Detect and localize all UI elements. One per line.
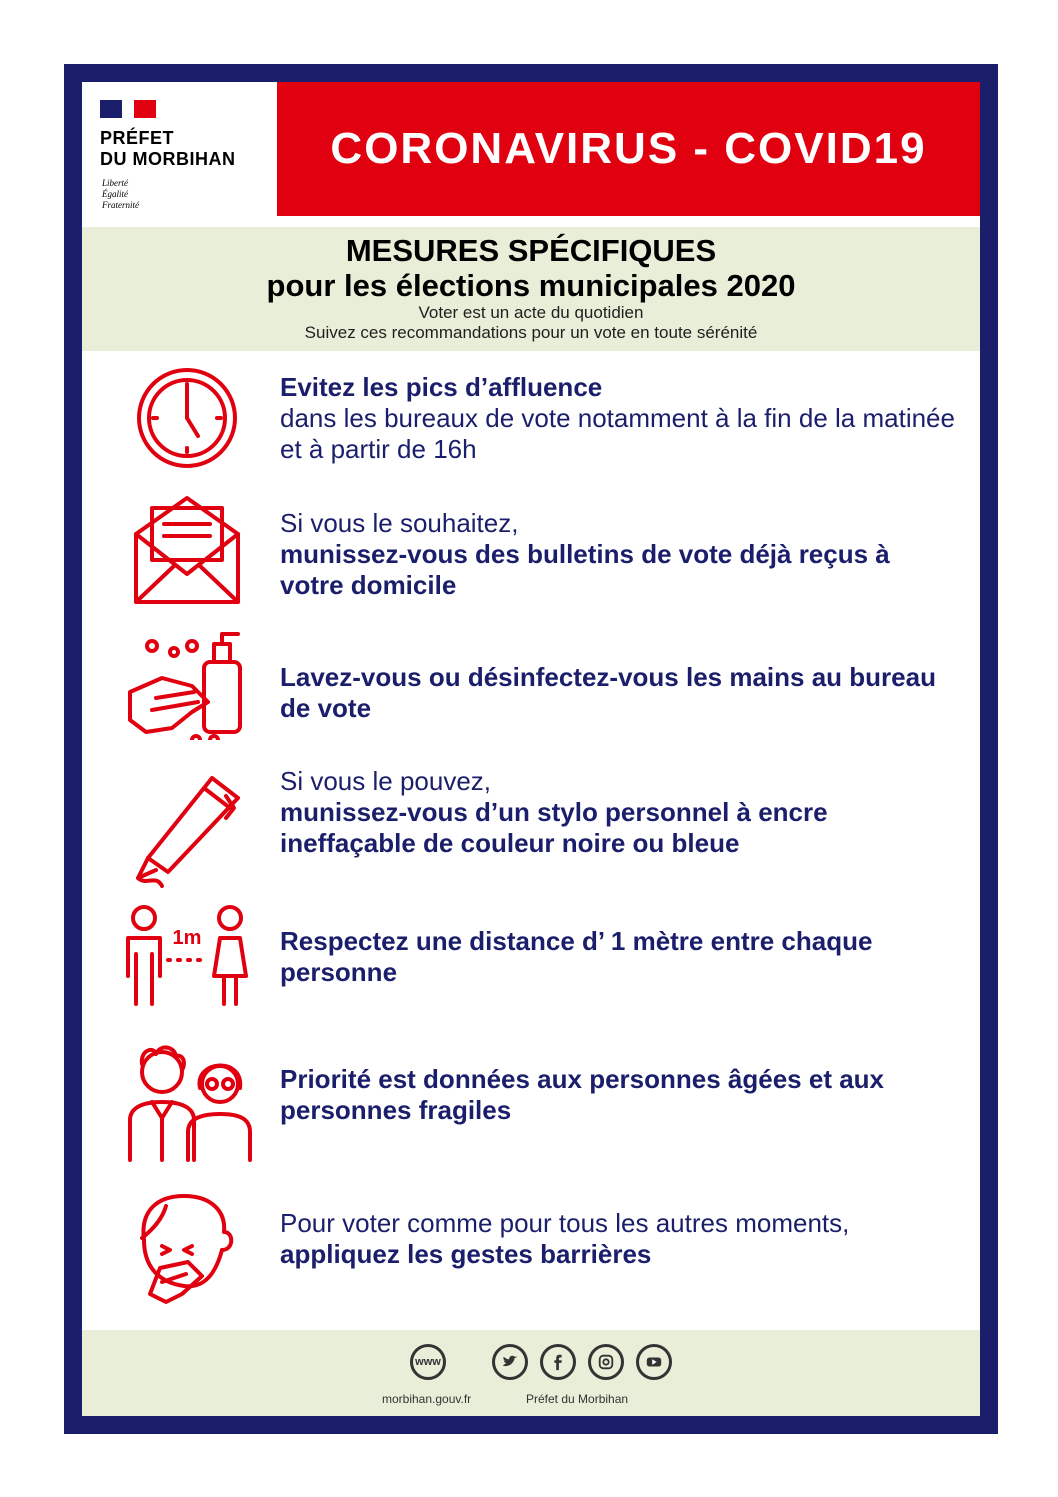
subtitle-band (82, 227, 980, 351)
subtitle-note-1: Voter est un acte du quotidien (418, 303, 644, 322)
item-text: Si vous le souhaitez, munissez-vous des bulletins de vote déjà reçus à votre domicile (280, 508, 890, 600)
banner-title: CORONAVIRUS - COVID19 (330, 124, 927, 173)
clock-icon (122, 364, 252, 484)
item-text: Priorité est données aux personnes âgées et aux personnes fragiles (280, 1064, 885, 1125)
distance-icon (122, 904, 252, 1024)
facebook-icon[interactable] (540, 1344, 576, 1380)
subtitle-note-2: Suivez ces recommandations pour un vote en toute sérénité (304, 323, 758, 342)
republic-motto: Liberté Égalité Fraternité (102, 178, 139, 210)
envelope-icon (122, 492, 252, 612)
subtitle-subheading: pour les élections municipales 2020 (266, 268, 796, 303)
poster-frame (64, 64, 998, 1434)
subtitle-heading: MESURES SPÉCIFIQUES (345, 233, 717, 268)
instagram-icon[interactable] (588, 1344, 624, 1380)
social-label: Préfet du Morbihan (526, 1392, 629, 1406)
elderly-icon (122, 1042, 252, 1162)
prefet-logo (82, 82, 277, 234)
title-banner (277, 82, 980, 216)
item-text: Evitez les pics d’affluence dans les bureaux de vote notamment à la fin de la matinée et à partir de 16h (280, 372, 955, 464)
item-text: Si vous le pouvez, munissez-vous d’un stylo personnel à encre ineffaçable de couleur noire ou bleue (280, 766, 828, 858)
www-icon[interactable]: www (410, 1344, 446, 1380)
hand-wash-icon (122, 620, 252, 740)
youtube-icon[interactable] (636, 1344, 672, 1380)
sneeze-icon (122, 1190, 252, 1310)
prefet-name: PRÉFET DU MORBIHAN (100, 128, 236, 169)
twitter-icon[interactable] (492, 1344, 528, 1380)
footer (82, 1330, 980, 1416)
marianne-flag-icon (100, 100, 156, 118)
website-link[interactable]: morbihan.gouv.fr (382, 1392, 472, 1406)
header (82, 82, 980, 234)
distance-label: 1m (172, 927, 202, 949)
item-text: Respectez une distance d’ 1 mètre entre chaque personne (280, 926, 873, 987)
pen-icon (122, 768, 252, 888)
item-text: Pour voter comme pour tous les autres moments, appliquez les gestes barrières (280, 1208, 850, 1269)
item-text: Lavez-vous ou désinfectez-vous les mains au bureau de vote (280, 662, 936, 723)
